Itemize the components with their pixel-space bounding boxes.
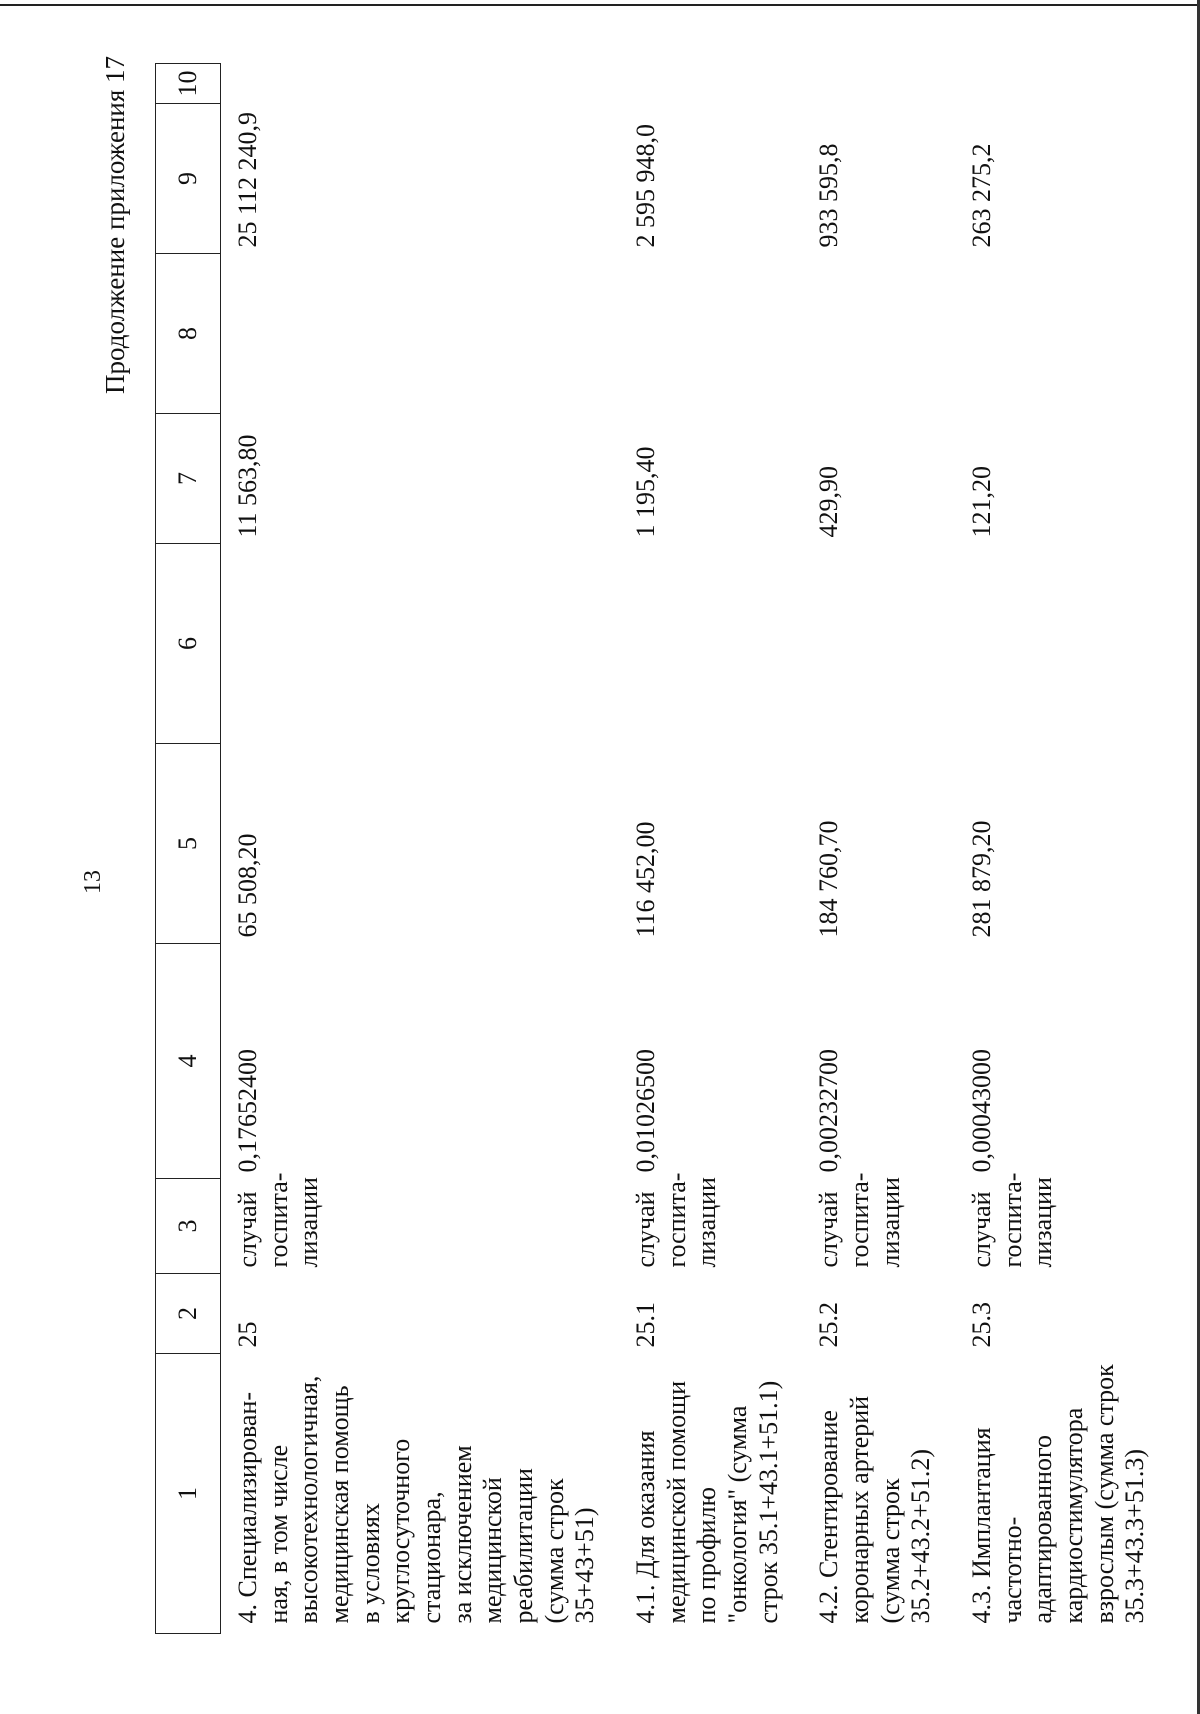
unit-line: лизации (692, 1177, 722, 1268)
col-header-2: 2 (156, 1274, 221, 1354)
cell-col9: 263 275,2 (967, 143, 997, 248)
row-label-line: медицинской помощи (661, 1380, 691, 1624)
cell-col5: 65 508,20 (233, 833, 262, 938)
unit-cell (619, 1172, 802, 1274)
table-row (955, 64, 1169, 1634)
row-label-line: адаптированного (1028, 1435, 1058, 1624)
row-label-line: 4.1. Для оказания (631, 1430, 661, 1624)
row-label-line: высокотехнологичная, (294, 1375, 324, 1624)
cell-col7: 1 195,40 (631, 446, 661, 538)
unit-line: случай (631, 1191, 661, 1268)
cell-col10 (619, 64, 802, 104)
row-label-line: ная, в том числе (263, 1444, 293, 1624)
row-label-line: медицинской (478, 1477, 508, 1624)
unit-cell (802, 1172, 955, 1274)
unit-cell (221, 1172, 620, 1274)
page-number: 13 (80, 870, 106, 894)
cell-col7: 121,20 (967, 466, 997, 538)
col-header-3: 3 (156, 1179, 221, 1274)
cell-col5: 116 452,00 (631, 821, 661, 938)
row-label-line: 35.2+43.2+51.2) (906, 1449, 936, 1624)
cell-col8 (955, 254, 1169, 414)
row-label-line: 35.3+43.3+51.3) (1120, 1449, 1150, 1624)
col-header-4: 4 (156, 944, 221, 1179)
cell-col10 (221, 64, 620, 104)
table-row (221, 64, 620, 1634)
row-label-line: (сумма строк (875, 1478, 905, 1624)
unit-line: лизации (1028, 1177, 1058, 1268)
cell-col4: 0,00232700 (814, 1049, 844, 1173)
row-code: 25.2 (814, 1302, 844, 1348)
cell-col6 (802, 544, 955, 744)
row-code: 25.1 (631, 1302, 661, 1348)
row-label-line: коронарных артерий (845, 1395, 875, 1624)
table-caption: Продолжение приложения 17 (100, 55, 130, 394)
cell-col8 (802, 254, 955, 414)
col-header-10: 10 (156, 64, 221, 104)
cell-col6 (221, 544, 620, 744)
cell-col6 (619, 544, 802, 744)
unit-line: госпита- (661, 1172, 691, 1268)
row-label-line: "онкология" (сумма (723, 1405, 753, 1624)
row-label-line: стационара, (417, 1491, 447, 1624)
unit-line: лизации (294, 1177, 324, 1268)
cell-col8 (221, 254, 620, 414)
row-label-line: реабилитации (509, 1468, 539, 1624)
row-label-cell (619, 1354, 802, 1634)
col-header-1: 1 (156, 1354, 221, 1634)
cell-col10 (955, 64, 1169, 104)
table-row (619, 64, 802, 1634)
col-header-9: 9 (156, 104, 221, 254)
row-label-line: строк 35.1+43.1+51.1) (753, 1380, 783, 1624)
row-label-line: круглосуточного (386, 1438, 416, 1624)
col-header-5: 5 (156, 744, 221, 944)
cell-col7: 429,90 (814, 466, 844, 538)
header-row (156, 64, 221, 1634)
cell-col6 (955, 544, 1169, 744)
col-header-6: 6 (156, 544, 221, 744)
unit-line: случай (814, 1191, 844, 1268)
row-label-line: кардиостимулятора (1059, 1407, 1089, 1624)
unit-line: госпита- (263, 1172, 293, 1268)
col-header-8: 8 (156, 254, 221, 414)
cell-col7: 11 563,80 (233, 434, 262, 538)
unit-line: случай (233, 1191, 262, 1268)
cell-col4: 0,01026500 (631, 1049, 661, 1173)
cell-col5: 184 760,70 (814, 820, 844, 938)
row-label-line: взрослым (сумма строк (1089, 1364, 1119, 1624)
table-row (802, 64, 955, 1634)
row-label-cell (955, 1354, 1169, 1634)
row-label-line: 4.2. Стентирование (814, 1410, 844, 1624)
row-label-line: за исключением (447, 1445, 477, 1624)
unit-cell (955, 1172, 1169, 1274)
row-label-line: медицинская помощь (325, 1385, 355, 1624)
cell-col10 (802, 64, 955, 104)
row-label-line: по профилю (692, 1487, 722, 1624)
cell-col9: 2 595 948,0 (631, 124, 661, 248)
unit-line: лизации (875, 1177, 905, 1268)
data-table (155, 63, 1169, 1634)
row-label-cell (802, 1354, 955, 1634)
cell-col8 (619, 254, 802, 414)
row-label-line: 4. Специализирован- (233, 1391, 262, 1624)
cell-col4: 0,00043000 (967, 1049, 997, 1173)
cell-col5: 281 879,20 (967, 820, 997, 938)
row-label-line: частотно- (997, 1516, 1027, 1624)
unit-line: госпита- (845, 1172, 875, 1268)
cell-col9: 25 112 240,9 (233, 111, 262, 248)
row-label-line: (сумма строк (539, 1478, 569, 1624)
col-header-7: 7 (156, 414, 221, 544)
cell-col4: 0,17652400 (233, 1049, 262, 1173)
row-code: 25.3 (967, 1302, 997, 1348)
row-label-line: в условиях (355, 1503, 385, 1624)
row-code: 25 (233, 1321, 262, 1348)
row-label-line: 35+43+51) (570, 1507, 600, 1624)
cell-col9: 933 595,8 (814, 143, 844, 248)
row-label-cell (221, 1354, 620, 1634)
unit-line: случай (967, 1191, 997, 1268)
unit-line: госпита- (997, 1172, 1027, 1268)
row-label-line: 4.3. Имплантация (967, 1427, 997, 1624)
